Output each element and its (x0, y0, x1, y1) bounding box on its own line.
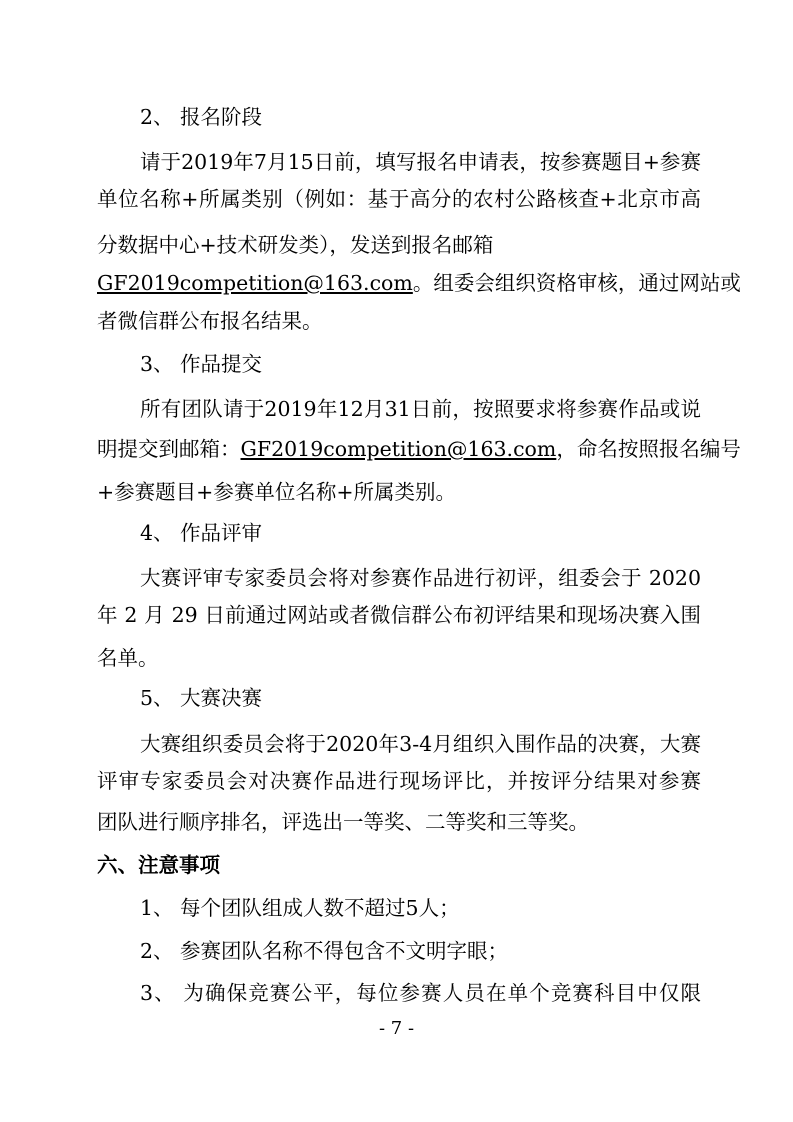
section-4-title: 4、 作品评审 (140, 521, 263, 545)
notice-item-2: 2、 参赛团队名称不得包含不文明字眼； (140, 939, 509, 963)
page-number: - 7 - (378, 1018, 415, 1039)
section-2-line-1: 请于2019年7月15日前，填写报名申请表，按参赛题目+参赛 (140, 150, 701, 174)
section-6-heading: 六、注意事项 (97, 853, 220, 877)
section-2-line-3: 分数据中心+技术研发类），发送到报名邮箱 (97, 233, 494, 257)
section-2-line-5: 者微信群公布报名结果。 (97, 309, 323, 333)
section-3-line-2-post: ，命名按照报名编号 (556, 437, 741, 461)
section-4-line-1: 大赛评审专家委员会将对参赛作品进行初评，组委会于 2020 (140, 566, 701, 590)
notice-item-3: 3、 为确保竞赛公平，每位参赛人员在单个竞赛科目中仅限 (140, 981, 701, 1005)
section-3-line-2-pre: 明提交到邮箱： (97, 437, 241, 461)
section-3-title: 3、 作品提交 (140, 352, 263, 376)
section-5-line-2: 评审专家委员会对决赛作品进行现场评比，并按评分结果对参赛 (97, 769, 701, 793)
section-5-title: 5、 大赛决赛 (140, 686, 263, 710)
section-2-line-4-text: 。组委会组织资格审核，通过网站或 (412, 271, 741, 295)
section-4-line-3: 名单。 (97, 646, 159, 670)
section-2-title: 2、 报名阶段 (140, 105, 263, 129)
notice-item-1: 1、 每个团队组成人数不超过5人； (140, 896, 460, 920)
section-2-line-2: 单位名称+所属类别（例如：基于高分的农村公路核查+北京市高 (97, 187, 701, 211)
registration-email-link[interactable]: GF2019competition@163.com (97, 271, 413, 295)
section-2-line-4 (97, 268, 741, 298)
section-3-line-3: +参赛题目+参赛单位名称+所属类别。 (97, 480, 457, 504)
section-4-line-2: 年 2 月 29 日前通过网站或者微信群公布初评结果和现场决赛入围 (97, 603, 701, 627)
section-3-line-2 (97, 434, 741, 464)
section-3-line-1: 所有团队请于2019年12月31日前，按照要求将参赛作品或说 (140, 397, 701, 421)
section-5-line-3: 团队进行顺序排名，评选出一等奖、二等奖和三等奖。 (97, 810, 589, 834)
submission-email-link[interactable]: GF2019competition@163.com (240, 437, 557, 461)
section-5-line-1: 大赛组织委员会将于2020年3-4月组织入围作品的决赛，大赛 (140, 732, 701, 756)
